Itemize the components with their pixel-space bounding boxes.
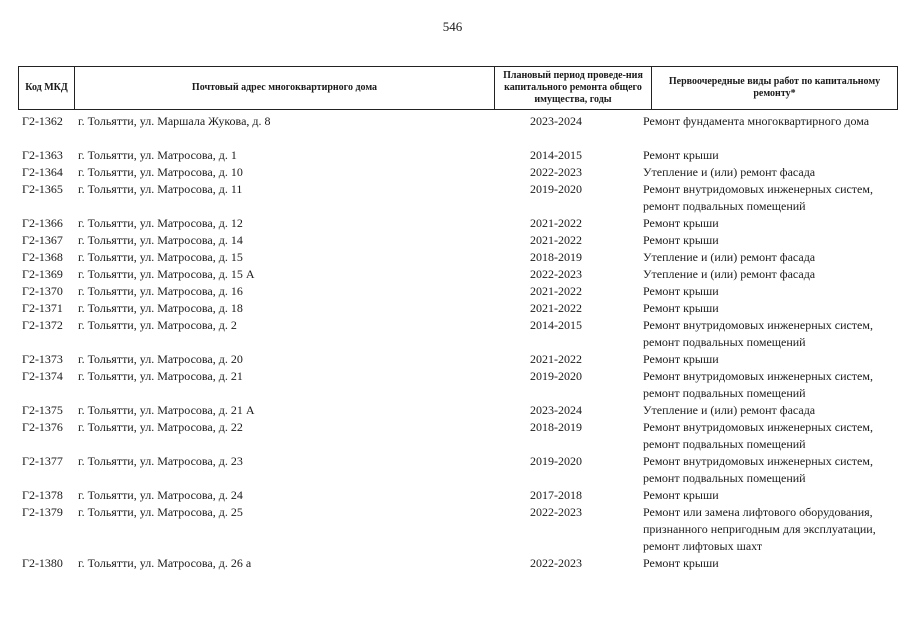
postal-address: г. Тольятти, ул. Матросова, д. 21	[78, 369, 243, 383]
work-types	[643, 555, 903, 572]
work-type-line: Ремонт внутридомовых инженерных систем,	[643, 420, 873, 434]
postal-address: г. Тольятти, ул. Матросова, д. 15 А	[78, 267, 255, 281]
work-types	[643, 147, 903, 164]
work-types	[643, 283, 903, 300]
postal-address: г. Тольятти, ул. Матросова, д. 26 а	[78, 556, 252, 570]
work-types	[643, 232, 903, 249]
work-type-line: Ремонт внутридомовых инженерных систем,	[643, 182, 873, 196]
table-header	[18, 66, 898, 110]
mkd-code: Г2-1379	[22, 505, 63, 519]
header-work-types: Первоочередные виды работ по капитальному ремонту*	[652, 67, 898, 109]
work-type-line: ремонт подвальных помещений	[643, 335, 806, 349]
work-type-line: Утепление и (или) ремонт фасада	[643, 250, 816, 264]
repair-period: 2022-2023	[530, 267, 582, 281]
work-types	[643, 402, 903, 419]
header-address: Почтовый адрес многоквартирного дома	[75, 67, 495, 109]
work-type-line: ремонт лифтовых шахт	[643, 539, 763, 553]
repair-period: 2021-2022	[530, 216, 582, 230]
work-types	[643, 164, 903, 181]
repair-period: 2022-2023	[530, 556, 582, 570]
work-types	[643, 317, 903, 351]
work-types	[643, 266, 903, 283]
work-type-line: Ремонт внутридомовых инженерных систем,	[643, 454, 873, 468]
mkd-code: Г2-1362	[22, 114, 63, 128]
repair-period: 2022-2023	[530, 505, 582, 519]
postal-address: г. Тольятти, ул. Матросова, д. 11	[78, 182, 243, 196]
work-types	[643, 351, 903, 368]
work-type-line: Ремонт крыши	[643, 488, 719, 502]
mkd-code: Г2-1374	[22, 369, 63, 383]
work-type-line: Ремонт крыши	[643, 148, 719, 162]
mkd-code: Г2-1378	[22, 488, 63, 502]
mkd-code: Г2-1373	[22, 352, 63, 366]
work-types	[643, 368, 903, 402]
repair-period: 2014-2015	[530, 148, 582, 162]
work-type-line: признанного непригодным для эксплуатации,	[643, 522, 876, 536]
work-type-line: Ремонт крыши	[643, 556, 719, 570]
work-type-line: ремонт подвальных помещений	[643, 471, 806, 485]
repair-period: 2021-2022	[530, 301, 582, 315]
mkd-code: Г2-1369	[22, 267, 63, 281]
work-type-line: Ремонт крыши	[643, 216, 719, 230]
header-period: Плановый период проведе-ния капитального ремонта общего имущества, годы	[495, 67, 652, 109]
work-types	[643, 419, 903, 453]
work-types	[643, 113, 903, 130]
postal-address: г. Тольятти, ул. Матросова, д. 22	[78, 420, 243, 434]
mkd-code: Г2-1370	[22, 284, 63, 298]
mkd-code: Г2-1376	[22, 420, 63, 434]
work-types	[643, 487, 903, 504]
work-type-line: Ремонт крыши	[643, 233, 719, 247]
work-type-line: ремонт подвальных помещений	[643, 386, 806, 400]
repair-period: 2014-2015	[530, 318, 582, 332]
repair-period: 2022-2023	[530, 165, 582, 179]
mkd-code: Г2-1368	[22, 250, 63, 264]
header-code: Код МКД	[18, 67, 75, 109]
repair-period: 2021-2022	[530, 352, 582, 366]
work-types	[643, 181, 903, 215]
repair-period: 2017-2018	[530, 488, 582, 502]
work-type-line: Утепление и (или) ремонт фасада	[643, 403, 816, 417]
mkd-code: Г2-1372	[22, 318, 63, 332]
repair-period: 2019-2020	[530, 369, 582, 383]
mkd-code: Г2-1363	[22, 148, 63, 162]
repair-period: 2021-2022	[530, 233, 582, 247]
work-type-line: ремонт подвальных помещений	[643, 437, 806, 451]
mkd-code: Г2-1380	[22, 556, 63, 570]
work-type-line: Ремонт крыши	[643, 352, 719, 366]
mkd-code: Г2-1367	[22, 233, 63, 247]
work-type-line: Ремонт крыши	[643, 284, 719, 298]
work-type-line: Утепление и (или) ремонт фасада	[643, 165, 816, 179]
postal-address: г. Тольятти, ул. Маршала Жукова, д. 8	[78, 114, 271, 128]
repair-period: 2023-2024	[530, 114, 582, 128]
work-types	[643, 453, 903, 487]
postal-address: г. Тольятти, ул. Матросова, д. 18	[78, 301, 243, 315]
work-types	[643, 300, 903, 317]
work-type-line: Ремонт или замена лифтового оборудования,	[643, 505, 873, 519]
mkd-code: Г2-1377	[22, 454, 63, 468]
postal-address: г. Тольятти, ул. Матросова, д. 21 А	[78, 403, 255, 417]
mkd-code: Г2-1365	[22, 182, 63, 196]
mkd-code: Г2-1375	[22, 403, 63, 417]
postal-address: г. Тольятти, ул. Матросова, д. 10	[78, 165, 243, 179]
repair-period: 2019-2020	[530, 454, 582, 468]
work-type-line: Ремонт крыши	[643, 301, 719, 315]
postal-address: г. Тольятти, ул. Матросова, д. 24	[78, 488, 243, 502]
page-number: 546	[442, 19, 463, 34]
repair-period: 2018-2019	[530, 420, 582, 434]
postal-address: г. Тольятти, ул. Матросова, д. 25	[78, 505, 243, 519]
mkd-code: Г2-1371	[22, 301, 63, 315]
repair-period: 2023-2024	[530, 403, 582, 417]
mkd-code: Г2-1364	[22, 165, 63, 179]
work-types	[643, 249, 903, 266]
postal-address: г. Тольятти, ул. Матросова, д. 20	[78, 352, 243, 366]
postal-address: г. Тольятти, ул. Матросова, д. 2	[78, 318, 237, 332]
work-types	[643, 215, 903, 232]
work-types	[643, 504, 903, 555]
postal-address: г. Тольятти, ул. Матросова, д. 16	[78, 284, 243, 298]
work-type-line: Утепление и (или) ремонт фасада	[643, 267, 816, 281]
work-type-line: Ремонт внутридомовых инженерных систем,	[643, 369, 873, 383]
repair-period: 2018-2019	[530, 250, 582, 264]
postal-address: г. Тольятти, ул. Матросова, д. 14	[78, 233, 243, 247]
repair-period: 2019-2020	[530, 182, 582, 196]
postal-address: г. Тольятти, ул. Матросова, д. 12	[78, 216, 243, 230]
repair-period: 2021-2022	[530, 284, 582, 298]
mkd-code: Г2-1366	[22, 216, 63, 230]
postal-address: г. Тольятти, ул. Матросова, д. 23	[78, 454, 243, 468]
postal-address: г. Тольятти, ул. Матросова, д. 15	[78, 250, 243, 264]
work-type-line: Ремонт фундамента многоквартирного дома	[643, 114, 870, 128]
work-type-line: Ремонт внутридомовых инженерных систем,	[643, 318, 873, 332]
postal-address: г. Тольятти, ул. Матросова, д. 1	[78, 148, 237, 162]
work-type-line: ремонт подвальных помещений	[643, 199, 806, 213]
